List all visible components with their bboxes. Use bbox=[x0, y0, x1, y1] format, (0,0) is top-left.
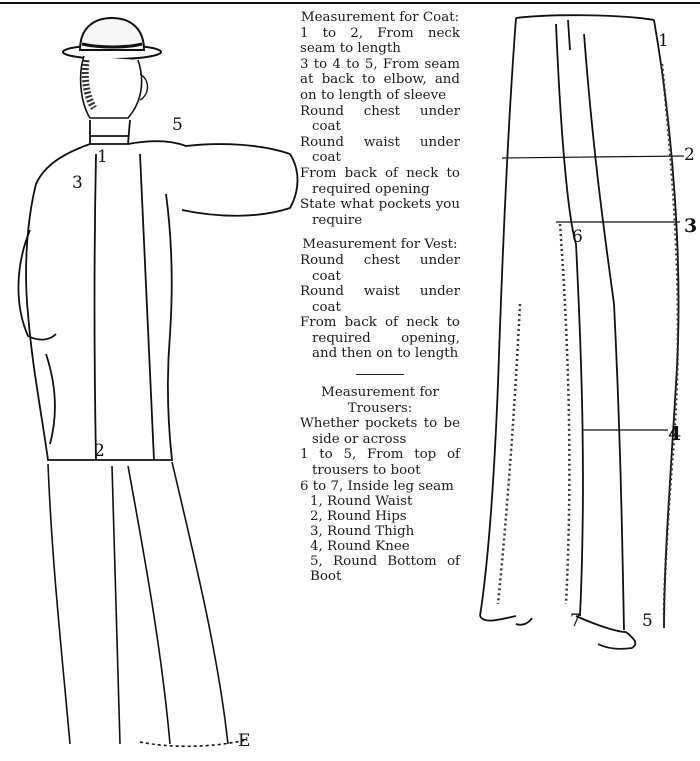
trousers-label-1: 1 bbox=[658, 31, 669, 51]
head-icon bbox=[81, 56, 148, 118]
coat-heading: Measurement for Coat: bbox=[300, 10, 460, 25]
trousers-item-inside-leg: 6 to 7, Inside leg seam bbox=[300, 478, 454, 494]
coat-label-1: 1 bbox=[97, 147, 108, 167]
coat-body-icon bbox=[18, 120, 297, 460]
trousers-shading-icon bbox=[498, 64, 678, 616]
trousers-label-7: 7 bbox=[570, 611, 581, 631]
engraver-signature: E bbox=[238, 731, 251, 751]
trousers-label-3: 3 bbox=[684, 215, 698, 237]
trousers-key-list bbox=[300, 494, 460, 584]
trousers-figure-illustration bbox=[458, 4, 700, 761]
hat-icon bbox=[63, 18, 161, 59]
key-round-hips: 2, Round Hips bbox=[310, 509, 407, 525]
key-round-knee: 4, Round Knee bbox=[310, 539, 410, 555]
measurement-text-column bbox=[300, 10, 460, 584]
vest-item-waist: Round waist under coat bbox=[300, 284, 460, 315]
coat-figure-illustration bbox=[0, 4, 312, 761]
trousers-label-6: 6 bbox=[572, 227, 583, 247]
trousers-outline-icon bbox=[480, 15, 682, 649]
section-divider bbox=[356, 374, 404, 375]
coat-label-3: 3 bbox=[72, 173, 83, 193]
trousers-heading: Measurement for Trousers: bbox=[321, 385, 439, 416]
coat-item-chest: Round chest under coat bbox=[300, 103, 460, 135]
coat-item-neck-to-length: 1 to 2, From neck seam to length bbox=[300, 25, 460, 57]
key-round-bottom-of-boot: 5, Round Bottom of Boot bbox=[310, 554, 460, 585]
vest-heading: Measurement for Vest: bbox=[302, 237, 458, 253]
coat-item-opening: From back of neck to required opening bbox=[300, 165, 460, 197]
trousers-label-2: 2 bbox=[684, 145, 695, 165]
trouser-legs-icon bbox=[48, 462, 246, 746]
coat-item-sleeve: 3 to 4 to 5, From seam at back to elbow, and on to length of sleeve bbox=[300, 56, 460, 103]
coat-label-5: 5 bbox=[172, 115, 183, 135]
trousers-item-pockets: Whether pockets to be side or across bbox=[300, 416, 460, 447]
coat-item-waist: Round waist under coat bbox=[300, 134, 460, 166]
vest-item-chest: Round chest under coat bbox=[300, 252, 460, 284]
vest-item-opening-length: From back of neck to required opening, and then on to length bbox=[300, 315, 460, 362]
key-round-thigh: 3, Round Thigh bbox=[310, 524, 415, 540]
coat-label-2: 2 bbox=[94, 441, 105, 461]
trousers-item-top-to-boot: 1 to 5, From top of trousers to boot bbox=[300, 447, 460, 479]
coat-item-pockets: State what pockets you require bbox=[300, 197, 460, 228]
key-round-waist: 1, Round Waist bbox=[310, 494, 413, 510]
trousers-label-4: 4 bbox=[668, 423, 682, 445]
measure-lines-icon bbox=[502, 156, 684, 430]
trousers-label-5: 5 bbox=[642, 611, 653, 631]
